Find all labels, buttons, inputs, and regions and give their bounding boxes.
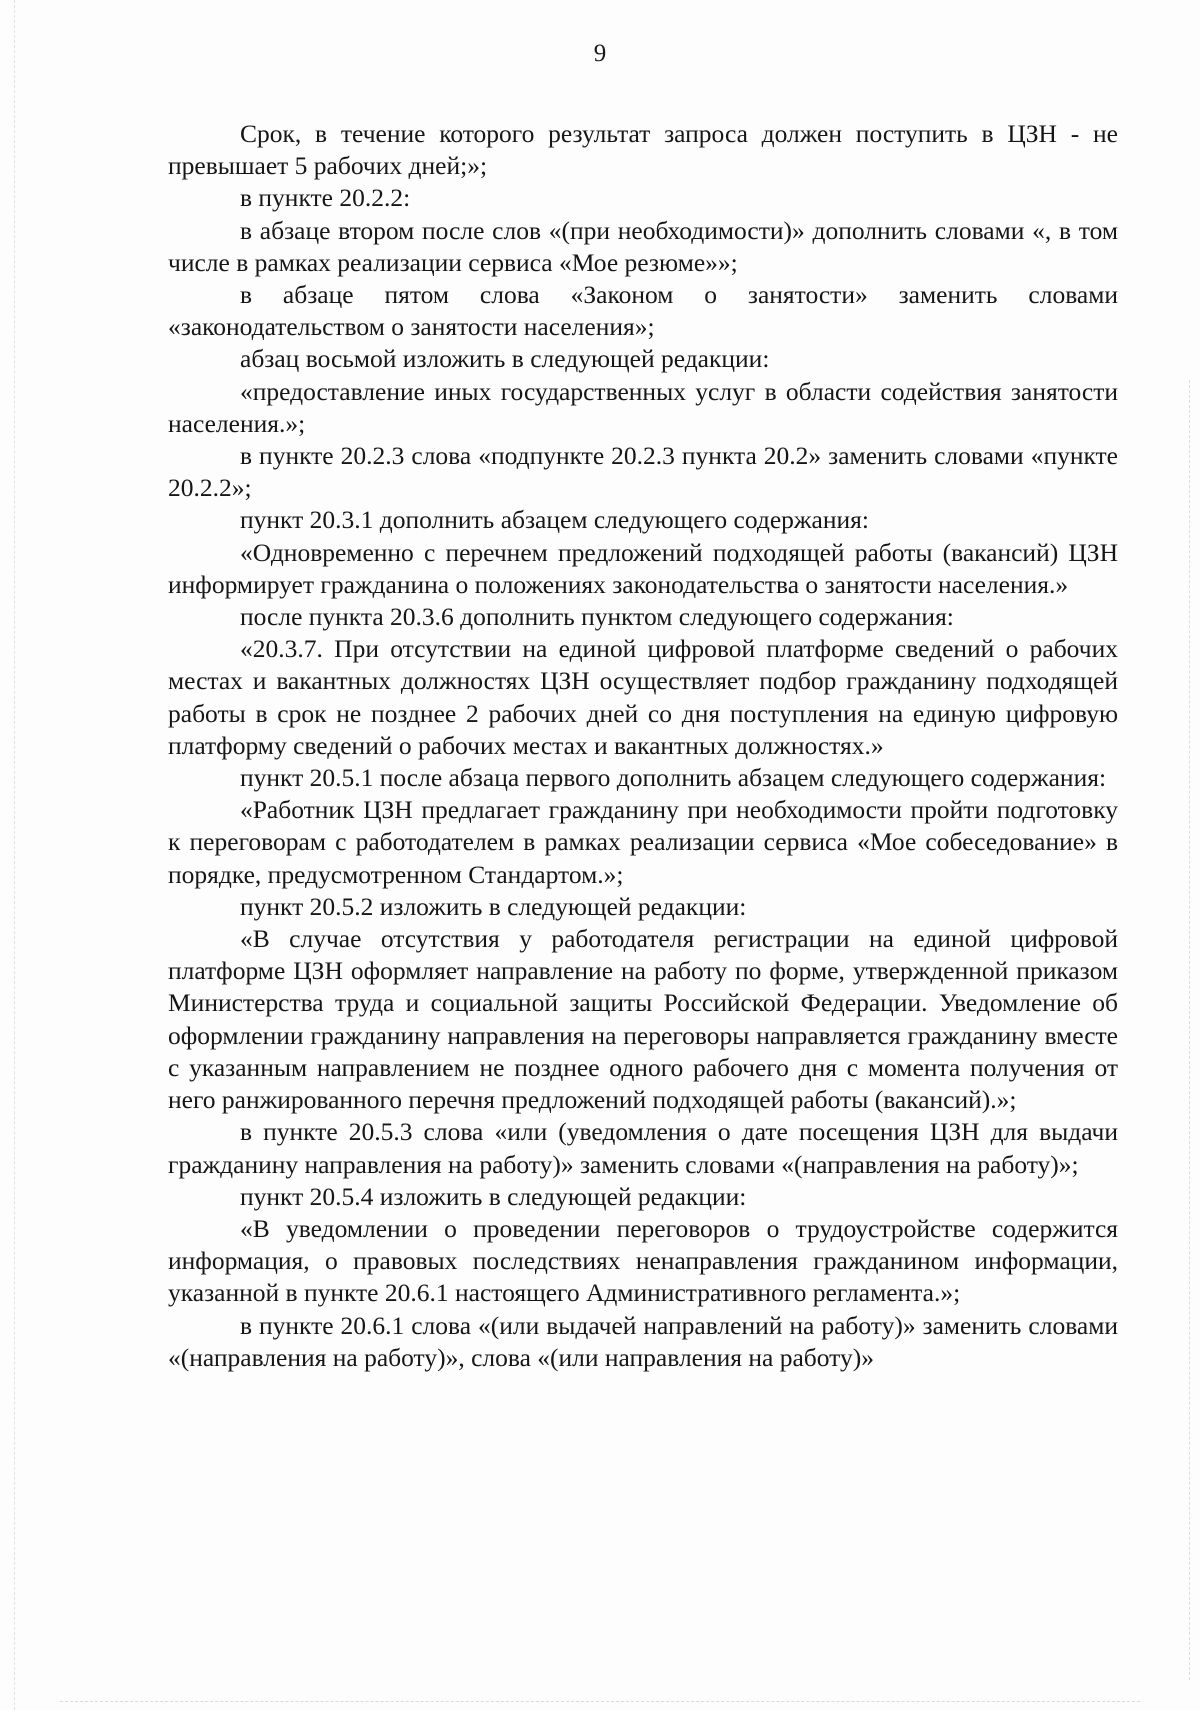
paragraph: «В уведомлении о проведении переговоров о трудоустройстве содержится информация, о правовых последствиях ненаправления гражданином информации, указанной в пункте 20.6.1 настоящего Административного регламента.»;: [168, 1213, 1118, 1308]
scan-edge-bottom: [60, 1701, 1140, 1704]
paragraph: пункт 20.5.1 после абзаца первого дополнить абзацем следующего содержания:: [240, 763, 1107, 793]
paragraph: «Одновременно с перечнем предложений подходящей работы (вакансий) ЦЗН информирует гражданина о положениях законодательства о занятости населения.»: [168, 537, 1118, 599]
paragraph: «Работник ЦЗН предлагает гражданину при необходимости пройти подготовку к переговорам с работодателем в рамках реализации сервиса «Мое собеседование» в порядке, предусмотренном Стандартом.»;: [168, 795, 1118, 889]
scan-edge-right: [1189, 380, 1200, 1680]
paragraph: после пункта 20.3.6 дополнить пунктом следующего содержания:: [240, 602, 954, 632]
paragraph: пункт 20.5.2 изложить в следующей редакции:: [240, 891, 747, 921]
page-number: 9: [593, 40, 607, 67]
paragraph: в пункте 20.2.2:: [240, 183, 411, 213]
paragraph: «20.3.7. При отсутствии на единой цифровой платформе сведений о рабочих местах и вакантных должностях ЦЗН осуществляет подбор гражданину подходящей работы в срок не позднее 2 рабочих дней со дня поступления на единую цифровую платформу сведений о рабочих местах и вакантных должностях.»: [168, 634, 1118, 760]
paragraph: Срок, в течение которого результат запроса должен поступить в ЦЗН - не превышает 5 рабочих дней;»;: [168, 119, 1118, 181]
paragraph: в пункте 20.5.3 слова «или (уведомления о дате посещения ЦЗН для выдачи гражданину направления на работу)» заменить словами «(направления на работу)»;: [168, 1117, 1118, 1179]
paragraph: «предоставление иных государственных услуг в области содействия занятости населения.»;: [168, 376, 1118, 438]
paragraph: в абзаце пятом слова «Законом о занятости» заменить словами «законодательством о занятости населения»;: [168, 280, 1118, 342]
paragraph: в пункте 20.6.1 слова «(или выдачей направлений на работу)» заменить словами «(направления на работу)», слова «(или направления на работу)»: [168, 1310, 1118, 1372]
paragraph: в пункте 20.2.3 слова «подпункте 20.2.3 пункта 20.2» заменить словами «пункте 20.2.2»;: [168, 441, 1118, 503]
paragraph: пункт 20.3.1 дополнить абзацем следующего содержания:: [240, 505, 869, 535]
scan-edge-left: [0, 0, 15, 1710]
paragraph: абзац восьмой изложить в следующей редакции:: [240, 344, 770, 374]
paragraph: «В случае отсутствия у работодателя регистрации на единой цифровой платформе ЦЗН оформляет направление на работу по форме, утвержденной приказом Министерства труда и социальной защиты Российской Федерации. Уведомление об оформлении гражданину направления на переговоры направляется гражданину вместе с указанным направлением не позднее одного рабочего дня с момента получения от него ранжированного перечня предложений подходящей работы (вакансий).»;: [168, 924, 1118, 1115]
document-body: [168, 118, 1118, 1374]
paragraph: пункт 20.5.4 изложить в следующей редакции:: [240, 1181, 747, 1211]
paragraph: в абзаце втором после слов «(при необходимости)» дополнить словами «, в том числе в рамках реализации сервиса «Мое резюме»»;: [168, 215, 1118, 277]
